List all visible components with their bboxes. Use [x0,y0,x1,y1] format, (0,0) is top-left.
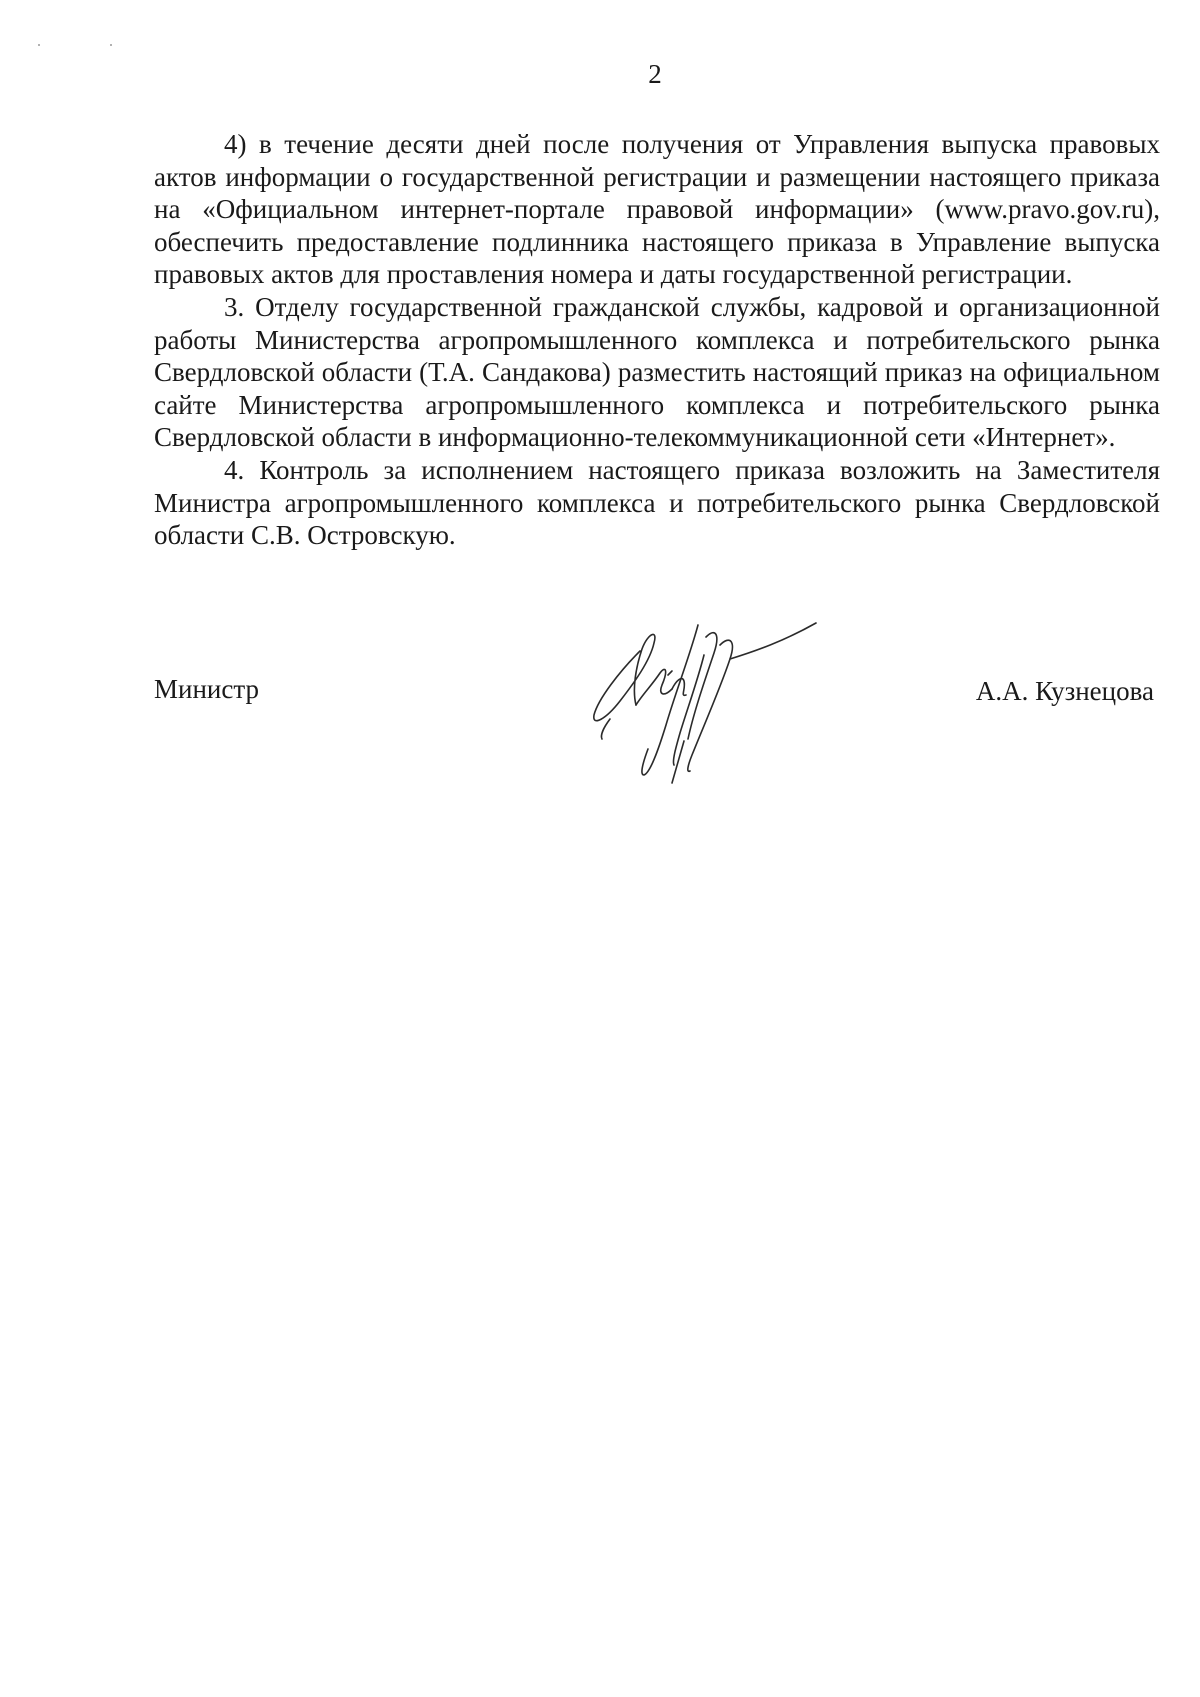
signer-name: А.А. Кузнецова [975,676,1154,706]
paragraph: 4) в течение десяти дней после получения от Управления выпуска правовых актов информации о государственной регистрации и размещении настоящего приказа на «Официальном интернет-портале правовой информации» (www.pravo.gov.ru), обеспечить предоставление подлинника настоящего приказа в Управление выпуска правовых актов для проставления номера и даты государственной регистрации. [154,129,1160,290]
scan-speck [110,44,112,46]
scan-speck [38,44,40,46]
page-number: 2 [648,59,662,89]
signature-block [154,673,1154,713]
paragraph: 4. Контроль за исполнением настоящего приказа возложить на Заместителя Министра агропромышленного комплекса и потребительского рынка Свердловской области С.В. Островскую. [154,454,1160,551]
paragraph: 3. Отделу государственной гражданской службы, кадровой и организационной работы Министерства агропромышленного комплекса и потребительского рынка Свердловской области (Т.А. Сандакова) разместить настоящий приказ на официальном сайте Министерства агропромышленного комплекса и потребительского рынка Свердловской области в информационно-телекоммуникационной сети «Интернет». [154,291,1160,453]
signer-title: Министр [154,674,259,704]
document-body [154,128,1160,552]
